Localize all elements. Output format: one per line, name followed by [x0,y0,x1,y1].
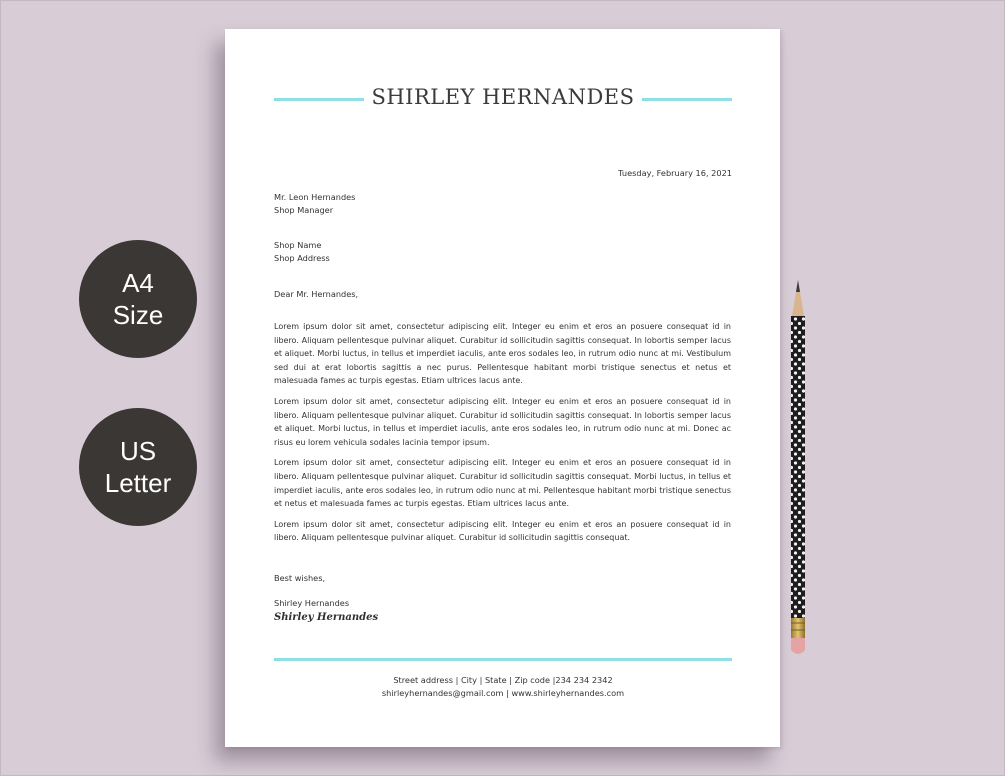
pencil-icon [785,280,811,660]
shop-block [274,239,330,265]
letterhead [274,85,732,115]
footer [274,674,732,700]
salutation: Dear Mr. Hernandes, [274,289,359,299]
signer-name: Shirley Hernandes [274,598,350,608]
body-paragraph: Lorem ipsum dolor sit amet, consectetur adipiscing elit. Integer eu enim et eros an posuere consequat id in libero. Aliquam pellentesque pulvinar aliquet. Curabitur id sollicitudin sagittis consequat. Morbi luctus, in tellus et imperdiet iaculis, ante eros sodales leo, in rutrum odio nunc at mi. Pellentesque habitant morbi tristique senectus et netus et malesuada fames ac turpis egestas. Etiam ultrices lacus ante. [274,458,731,509]
us-letter-badge [79,408,197,526]
a4-size-badge [79,240,197,358]
body-paragraph: Lorem ipsum dolor sit amet, consectetur adipiscing elit. Integer eu enim et eros an posuere consequat id in libero. Aliquam pellentesque pulvinar aliquet. Curabitur id sollicitudin sagittis consequat. In lobortis semper lacus et aliquet. Morbi luctus, in tellus et imperdiet iaculis, ante eros sodales leo, in rutrum odio nunc at mi. Donec ac risus eu lorem vehicula sodales lacinia tempor ipsum. [274,396,731,447]
us-badge-line2: Letter [104,468,172,498]
letter-page [225,29,780,747]
body-paragraph: Lorem ipsum dolor sit amet, consectetur adipiscing elit. Integer eu enim et eros an posuere consequat id in libero. Aliquam pellentesque pulvinar aliquet. Curabitur id sollicitudin sagittis consequat. [274,519,731,543]
footer-rule [274,658,732,661]
recipient-title: Shop Manager [274,205,334,215]
recipient-block [274,191,355,217]
handwritten-signature: Shirley Hernandes [274,612,379,623]
footer-address: Street address | City | State | Zip code |234 234 2342 [393,675,613,685]
closing: Best wishes, [274,573,326,583]
us-badge-line1: US [119,436,157,466]
body-paragraph: Lorem ipsum dolor sit amet, consectetur adipiscing elit. Integer eu enim et eros an posuere consequat id in libero. Aliquam pellentesque pulvinar aliquet. Curabitur id sollicitudin sagittis consequat. In lobortis semper lacus et aliquet. Morbi luctus, in tellus et imperdiet iaculis, ante eros sodales leo, in rutrum odio nunc at mi. Vestibulum sed dui at erat lobortis sagittis a nec purus. Pellentesque habitant morbi tristique senectus et netus et malesuada fames ac turpis egestas. Etiam ultrices lacus ante. [274,322,731,386]
letter-date: Tuesday, February 16, 2021 [618,168,732,178]
a4-badge-line1: A4 [122,268,154,298]
letter-body [274,320,731,552]
footer-contact: shirleyhernandes@gmail.com | www.shirleyhernandes.com [381,688,625,698]
shop-address: Shop Address [274,253,330,263]
a4-badge-line2: Size [112,300,164,330]
recipient-name: Mr. Leon Hernandes [274,192,356,202]
sender-name: SHIRLEY HERNANDES [371,85,635,109]
shop-name: Shop Name [274,240,322,250]
